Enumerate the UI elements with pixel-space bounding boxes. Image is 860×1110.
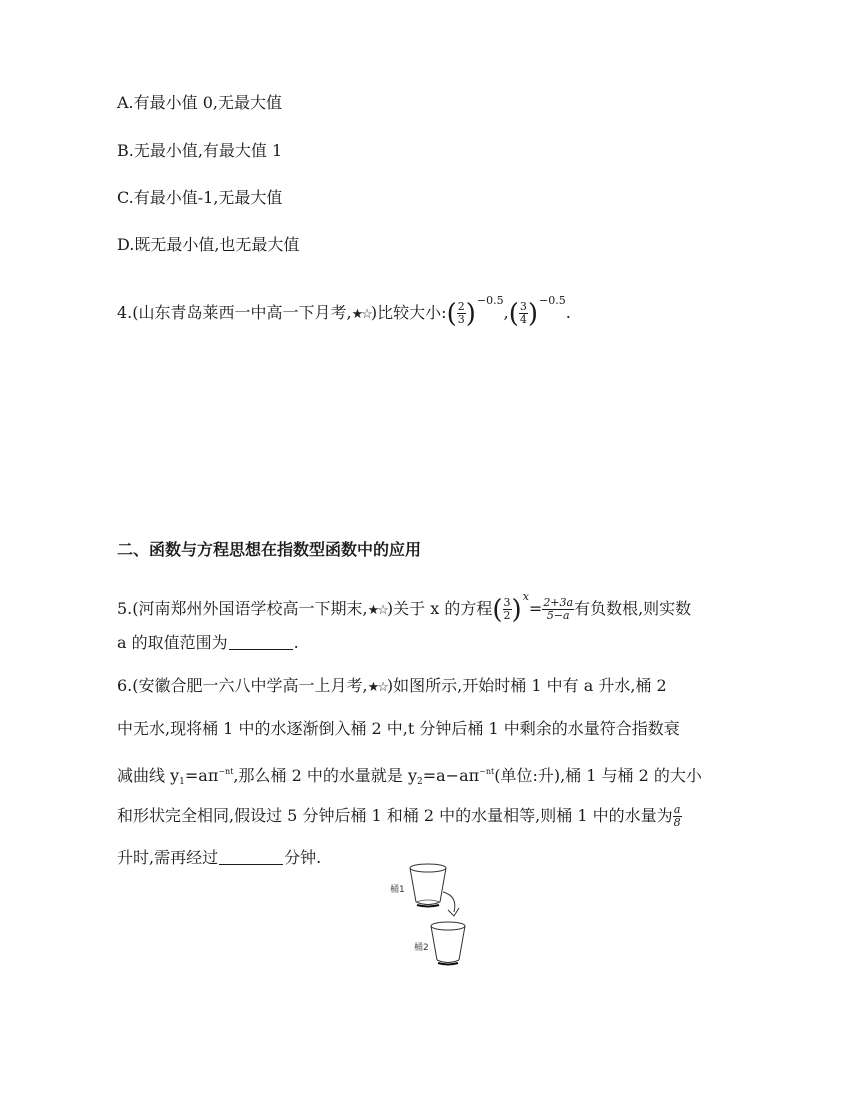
difficulty-stars-icon: ★☆	[367, 680, 387, 695]
question-5-line-2: a 的取值范围为 .	[117, 633, 299, 652]
q4-exponent-1: −0.5	[476, 294, 504, 307]
q5-exponent: x	[522, 590, 529, 603]
option-d: D.既无最小值,也无最大值	[117, 235, 300, 254]
difficulty-stars-icon: ★☆	[367, 603, 387, 618]
question-5: 5.(河南郑州外国语学校高一下期末,★☆)关于 x 的方程( $\frac{3}{2}$ )$^x$= $\frac{2+3a}{5-a}$ 有负数根,则实数	[117, 590, 692, 625]
option-b: B.无最小值,有最大值 1	[117, 141, 283, 160]
q5-base-fraction: $\frac{3}{2}$	[503, 596, 511, 622]
q6-fraction: $\frac{a}{8}$	[673, 803, 681, 829]
question-6-line-5: 升时,需再经过 分钟.	[117, 848, 322, 867]
q5-rhs-fraction: $\frac{2+3a}{5-a}$	[543, 596, 574, 622]
q4-text: )比较大小:	[370, 303, 447, 322]
bucket-diagram	[386, 858, 476, 973]
question-6-line-2: 中无水,现将桶 1 中的水逐渐倒入桶 2 中,t 分钟后桶 1 中剩余的水量符合指数衰	[117, 719, 680, 738]
bucket-2	[431, 922, 465, 965]
bucket-1-label: 桶1	[390, 885, 405, 895]
q4-fraction-1: $\frac{2}{3}$	[457, 300, 465, 326]
section-title: 二、函数与方程思想在指数型函数中的应用	[117, 540, 422, 559]
option-a: A.有最小值 0,无最大值	[117, 93, 282, 112]
bucket-1	[410, 864, 446, 907]
question-6-line-1: 6.(安徽合肥一六八中学高一上月考,★☆)如图所示,开始时桶 1 中有 a 升水,桶 2	[117, 676, 667, 695]
difficulty-stars-icon: ★☆	[351, 307, 371, 322]
question-6-line-3: 减曲线 $y_1=a\pi^{-nt}$,那么桶 2 中的水量就是 $y_2=a-a\pi^{-nt}$(单位:升),桶 1 与桶 2 的大小	[117, 766, 702, 787]
option-c: C.有最小值-1,无最大值	[117, 188, 283, 207]
q4-fraction-2: $\frac{3}{4}$	[519, 300, 527, 326]
answer-blank[interactable]	[229, 633, 293, 650]
q4-exponent-2: −0.5	[539, 294, 566, 307]
question-4: 4.(山东青岛莱西一中高一下月考,★☆)比较大小:( $\frac{2}{3}$ )$^{-0.5}$,( $\frac{3}{4}$ )$^{-0.5}$.	[117, 294, 571, 329]
q4-prefix: 4.(山东青岛莱西一中高一下月考,	[117, 303, 352, 322]
question-6-line-4: 和形状完全相同,假设过 5 分钟后桶 1 和桶 2 中的水量相等,则桶 1 中的水量为 $\frac{a}{8}$	[117, 803, 681, 829]
pour-arrow-icon	[443, 892, 459, 916]
bucket-figure	[386, 858, 476, 973]
answer-blank[interactable]	[219, 848, 283, 865]
bucket-2-label: 桶2	[414, 943, 429, 953]
